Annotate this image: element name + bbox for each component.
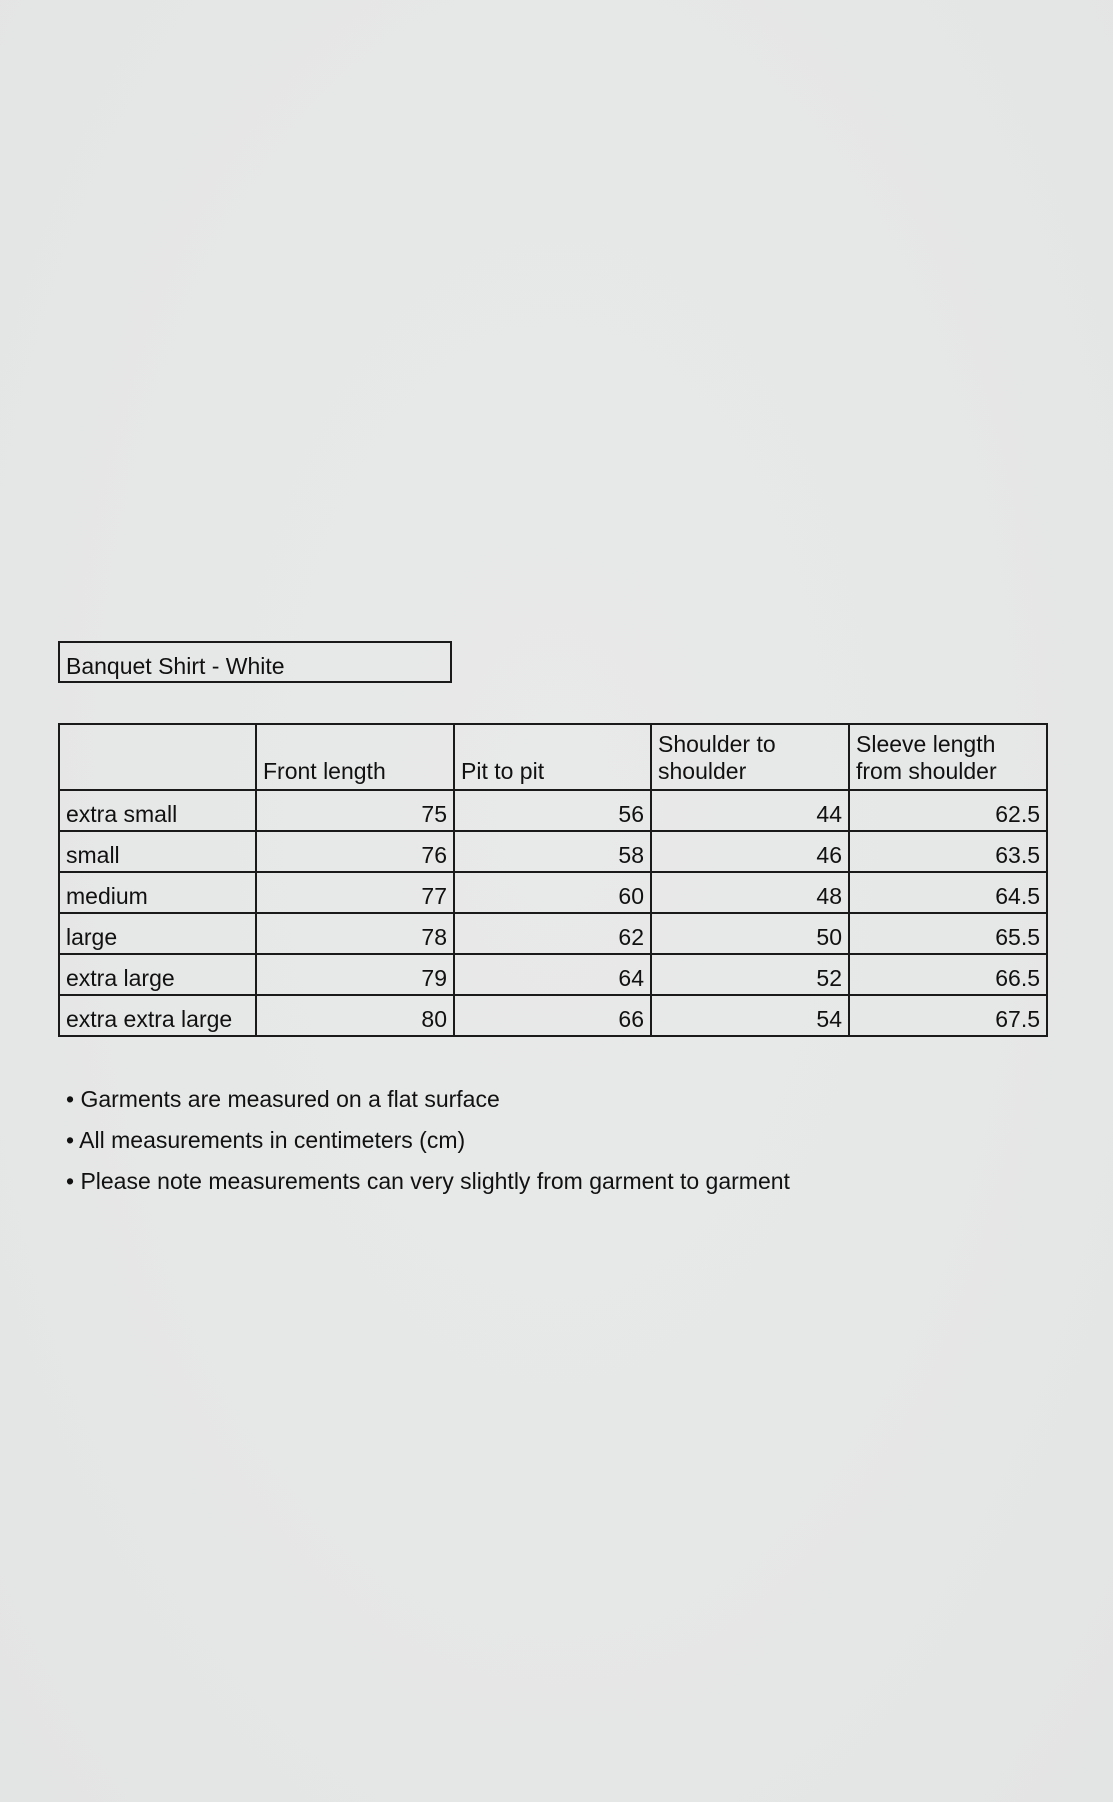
shoulder-to-shoulder-value: 52 — [651, 954, 849, 995]
table-row — [59, 872, 1047, 913]
pit-to-pit-value: 62 — [454, 913, 651, 954]
table-row — [59, 954, 1047, 995]
shoulder-to-shoulder-value: 50 — [651, 913, 849, 954]
pit-to-pit-value: 56 — [454, 790, 651, 831]
header-pit-to-pit: Pit to pit — [454, 724, 651, 790]
table-row — [59, 831, 1047, 872]
sleeve-length-value: 66.5 — [849, 954, 1047, 995]
sleeve-length-value: 67.5 — [849, 995, 1047, 1036]
shoulder-to-shoulder-value: 48 — [651, 872, 849, 913]
size-label: small — [59, 831, 256, 872]
header-sleeve-length: Sleeve length from shoulder — [849, 724, 1047, 790]
measurement-notes — [66, 1082, 790, 1205]
front-length-value: 77 — [256, 872, 454, 913]
size-label: medium — [59, 872, 256, 913]
front-length-value: 76 — [256, 831, 454, 872]
table-row — [59, 995, 1047, 1036]
table-header-row — [59, 724, 1047, 790]
sleeve-length-value: 64.5 — [849, 872, 1047, 913]
pit-to-pit-value: 66 — [454, 995, 651, 1036]
pit-to-pit-value: 64 — [454, 954, 651, 995]
sleeve-length-value: 62.5 — [849, 790, 1047, 831]
note-item: • Garments are measured on a flat surface — [66, 1086, 500, 1112]
pit-to-pit-value: 58 — [454, 831, 651, 872]
front-length-value: 78 — [256, 913, 454, 954]
note-item: • All measurements in centimeters (cm) — [66, 1127, 466, 1153]
shoulder-to-shoulder-value: 54 — [651, 995, 849, 1036]
note-item: • Please note measurements can very slightly from garment to garment — [66, 1168, 790, 1194]
size-label: extra extra large — [59, 995, 256, 1036]
front-length-value: 75 — [256, 790, 454, 831]
front-length-value: 79 — [256, 954, 454, 995]
pit-to-pit-value: 60 — [454, 872, 651, 913]
size-chart-table — [58, 723, 1048, 1037]
table-row — [59, 790, 1047, 831]
sleeve-length-value: 63.5 — [849, 831, 1047, 872]
shoulder-to-shoulder-value: 46 — [651, 831, 849, 872]
size-label: extra small — [59, 790, 256, 831]
product-title: Banquet Shirt - White — [58, 641, 452, 683]
sleeve-length-value: 65.5 — [849, 913, 1047, 954]
header-front-length: Front length — [256, 724, 454, 790]
shoulder-to-shoulder-value: 44 — [651, 790, 849, 831]
size-label: extra large — [59, 954, 256, 995]
table-row — [59, 913, 1047, 954]
header-size — [59, 724, 256, 790]
header-shoulder-to-shoulder: Shoulder to shoulder — [651, 724, 849, 790]
front-length-value: 80 — [256, 995, 454, 1036]
size-label: large — [59, 913, 256, 954]
